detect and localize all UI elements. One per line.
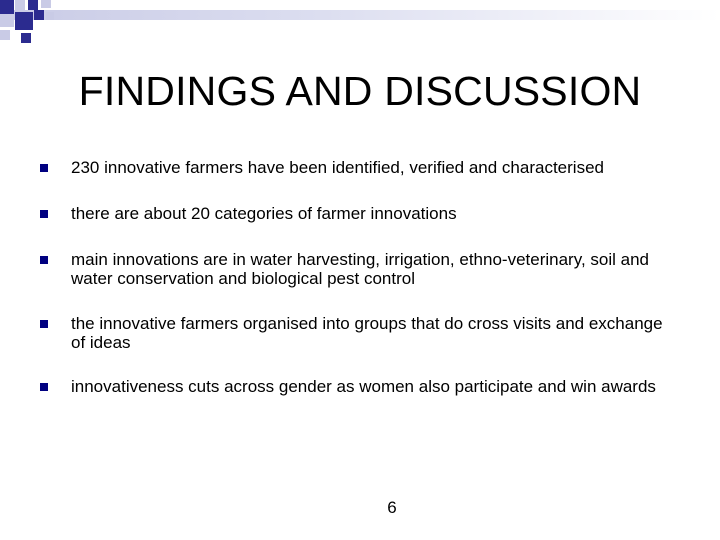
header-decoration-square — [15, 0, 25, 10]
bullet-text: main innovations are in water harvesting, irrigation, ethno-veterinary, soil and water conservation and biological pest control — [71, 250, 649, 288]
slide-title: FINDINGS AND DISCUSSION — [78, 68, 642, 114]
bullet-text: innovativeness cuts across gender as women also participate and win awards — [71, 377, 656, 396]
square-bullet-icon — [40, 210, 48, 218]
header-decoration-square — [0, 30, 10, 40]
header-decoration-square — [41, 0, 51, 8]
header-decoration-square — [0, 17, 14, 27]
header-decoration-bar — [0, 10, 720, 20]
square-bullet-icon — [40, 164, 48, 172]
bullet-text: the innovative farmers organised into groups that do cross visits and exchange of ideas — [71, 314, 663, 352]
square-bullet-icon — [40, 383, 48, 391]
bullet-text: there are about 20 categories of farmer innovations — [71, 204, 457, 223]
header-decoration-square — [28, 0, 38, 10]
header-decoration-square — [0, 0, 14, 14]
bullet-text: 230 innovative farmers have been identified, verified and characterised — [71, 158, 604, 177]
header-decoration-square — [46, 12, 54, 20]
header-decoration-square — [21, 33, 31, 43]
square-bullet-icon — [40, 256, 48, 264]
header-decoration-square — [34, 10, 44, 20]
header-decoration-square — [15, 12, 33, 30]
page-number: 6 — [387, 498, 397, 517]
square-bullet-icon — [40, 320, 48, 328]
